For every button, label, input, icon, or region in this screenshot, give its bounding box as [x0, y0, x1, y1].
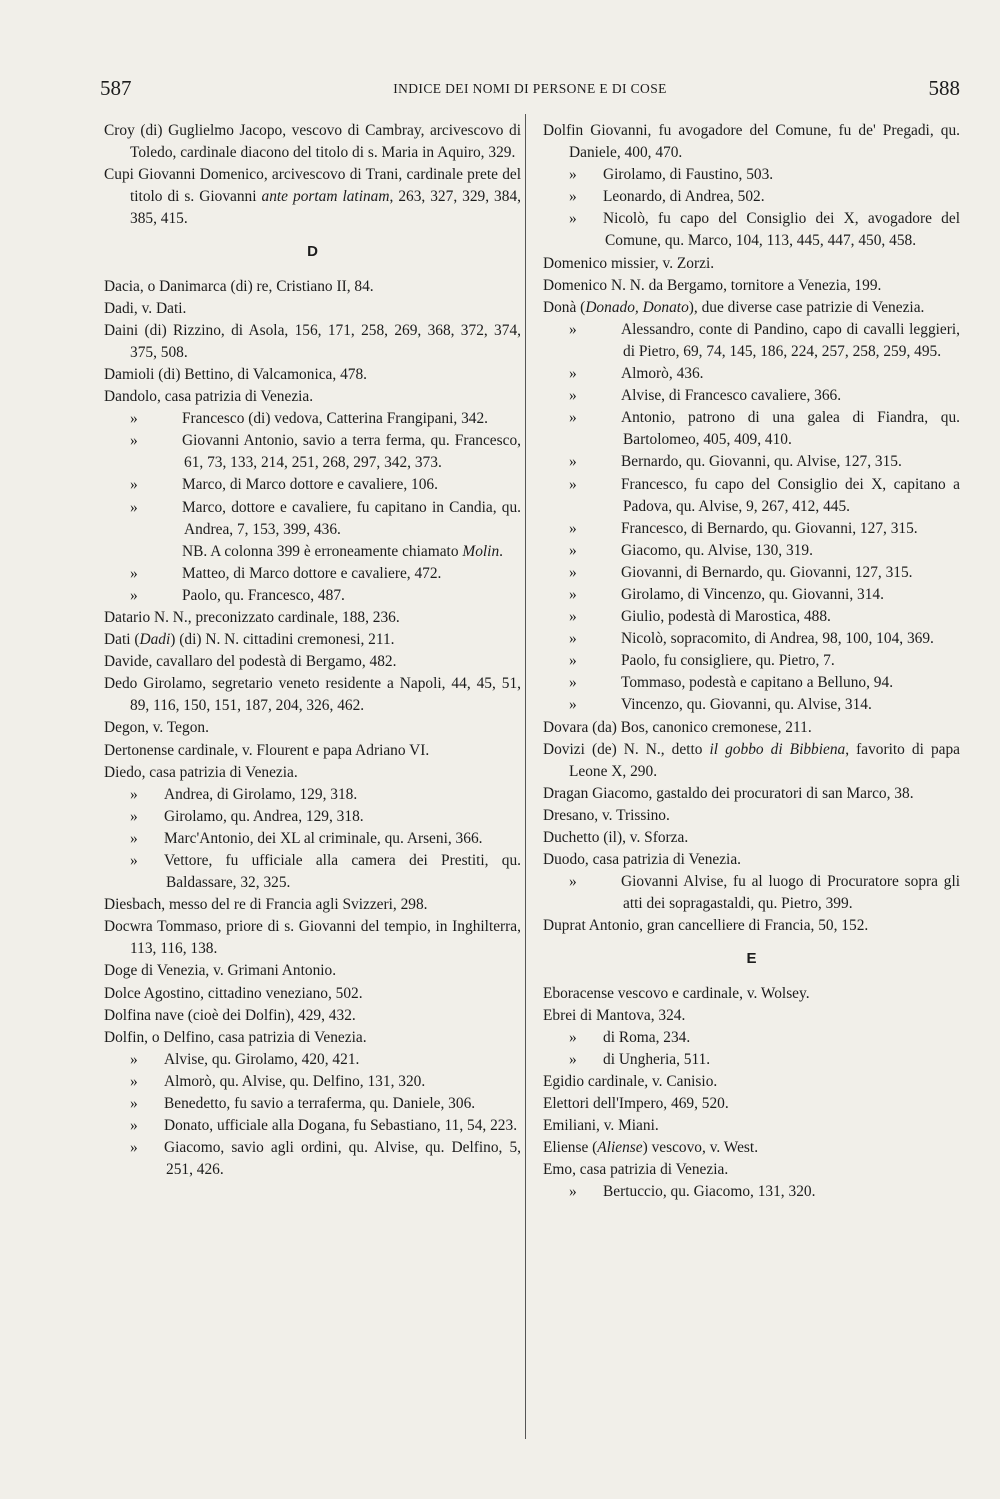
index-subentry — [543, 363, 960, 385]
ditto-mark: » — [569, 630, 577, 648]
entry-text: Domenico missier, v. Zorzi. — [543, 254, 715, 272]
running-title: INDICE DEI NOMI DI PERSONE E DI COSE — [393, 81, 667, 96]
ditto-mark: » — [569, 696, 577, 714]
ditto-mark: » — [130, 852, 138, 869]
index-subentry — [543, 606, 960, 628]
ditto-mark: » — [130, 829, 138, 847]
index-entry — [543, 805, 960, 827]
entry-text: Benedetto, fu savio a terraferma, qu. Daniele, 306. — [164, 1095, 476, 1113]
entry-text-pre: Donà ( — [543, 298, 586, 316]
entry-text: Docwra Tommaso, priore di s. Giovanni del tempio, in Inghilterra, 113, 116, 138. — [104, 918, 521, 958]
index-entry — [104, 916, 521, 960]
index-entry — [543, 297, 960, 319]
page-header — [100, 76, 960, 106]
index-subentry — [104, 850, 521, 894]
entry-text: Giacomo, qu. Alvise, 130, 319. — [621, 541, 813, 559]
entry-text: Emiliani, v. Miani. — [543, 1117, 659, 1135]
entry-text: Diesbach, messo del re di Francia agli Svizzeri, 298. — [104, 896, 428, 914]
index-entry — [543, 1137, 960, 1159]
entry-text: Bertuccio, qu. Giacomo, 131, 320. — [603, 1183, 816, 1201]
index-entry — [543, 915, 960, 937]
index-entry — [543, 253, 960, 275]
ditto-mark: » — [569, 475, 577, 493]
entry-text-italic: Molin — [462, 542, 500, 560]
entry-text: Girolamo, qu. Andrea, 129, 318. — [164, 807, 364, 825]
entry-text: Dandolo, casa patrizia di Venezia. — [104, 388, 314, 406]
index-entry — [543, 1005, 960, 1027]
index-entry — [543, 1115, 960, 1137]
entry-text-pre: Cupi Giovanni Domenico, arcivescovo di Trani, cardinale prete del titolo di s. Giovanni — [104, 166, 521, 206]
entry-text-italic: Aliense — [597, 1139, 643, 1157]
ditto-mark: » — [130, 476, 138, 494]
entry-text: Francesco, fu capo del Consiglio dei X, capitano a Padova, qu. Alvise, 9, 267, 412, 445. — [621, 475, 960, 515]
index-entry — [104, 1005, 521, 1027]
index-subentry — [104, 806, 521, 828]
index-entry — [104, 651, 521, 673]
entry-text: Duchetto (il), v. Sforza. — [543, 829, 689, 846]
entry-text: Vincenzo, qu. Giovanni, qu. Alvise, 314. — [621, 696, 872, 714]
ditto-mark: » — [569, 1050, 577, 1068]
entry-text: Dertonense cardinale, v. Flourent e papa Adriano VI. — [104, 741, 430, 759]
entry-text: Diedo, casa patrizia di Venezia. — [104, 763, 298, 781]
index-entry — [543, 1093, 960, 1115]
index-subentry — [104, 585, 521, 607]
entry-text: Eboracense vescovo e cardinale, v. Wolsey. — [543, 984, 810, 1002]
index-subentry — [104, 1115, 521, 1137]
entry-text: Dacia, o Danimarca (di) re, Cristiano II, 84. — [104, 277, 374, 295]
index-entry — [104, 740, 521, 762]
index-subentry — [543, 1049, 960, 1071]
index-subentry — [543, 584, 960, 606]
entry-text: Duodo, casa patrizia di Venezia. — [543, 851, 742, 869]
entry-text: Marco, dottore e cavaliere, fu capitano in Candia, qu. Andrea, 7, 153, 399, 436. — [182, 498, 521, 538]
ditto-mark: » — [569, 1183, 577, 1201]
entry-text: Leonardo, di Andrea, 502. — [603, 188, 765, 206]
index-entry — [543, 983, 960, 1005]
section-letter: D — [307, 243, 318, 261]
entry-text: Dolfin Giovanni, fu avogadore del Comune, fu de' Pregadi, qu. Daniele, 400, 470. — [543, 122, 960, 162]
entry-text: Donato, ufficiale alla Dogana, fu Sebastiano, 11, 54, 223. — [164, 1117, 518, 1135]
index-subentry — [543, 451, 960, 473]
section-letter: E — [746, 950, 757, 968]
entry-text-post: . — [499, 542, 503, 560]
entry-text: Girolamo, di Faustino, 503. — [603, 166, 774, 184]
entry-text: Almorò, 436. — [621, 365, 704, 383]
index-subentry — [543, 474, 960, 518]
index-subentry — [543, 1181, 960, 1203]
entry-text: di Roma, 234. — [603, 1028, 691, 1046]
entry-text: Alvise, qu. Girolamo, 420, 421. — [164, 1050, 360, 1068]
ditto-mark: » — [130, 1117, 138, 1135]
ditto-mark: » — [569, 608, 577, 626]
entry-text-pre: Dati ( — [104, 631, 140, 649]
entry-text: Giovanni, di Bernardo, qu. Giovanni, 127, 315. — [621, 563, 913, 581]
index-subentry — [543, 1027, 960, 1049]
ditto-mark: » — [130, 1095, 138, 1113]
index-subentry — [543, 208, 960, 252]
entry-text: Alessandro, conte di Pandino, capo di cavalli leggieri, di Pietro, 69, 74, 145, 186, 224, 257, 258, 259, 495. — [621, 320, 960, 360]
index-subentry — [543, 319, 960, 363]
entry-text: Bernardo, qu. Giovanni, qu. Alvise, 127, 315. — [621, 453, 902, 471]
index-entry — [104, 629, 521, 651]
entry-text: Marco, di Marco dottore e cavaliere, 106. — [182, 476, 438, 494]
entry-text: Girolamo, di Vincenzo, qu. Giovanni, 314. — [621, 585, 884, 603]
ditto-mark: » — [130, 498, 138, 516]
index-entry — [104, 894, 521, 916]
entry-text: Giacomo, savio agli ordini, qu. Alvise, qu. Delfino, 5, 251, 426. — [164, 1139, 521, 1179]
index-subentry — [543, 540, 960, 562]
index-entry — [104, 1027, 521, 1049]
index-subentry — [543, 186, 960, 208]
index-entry — [104, 717, 521, 739]
index-subentry — [104, 474, 521, 496]
ditto-mark: » — [569, 652, 577, 670]
entry-text: Emo, casa patrizia di Venezia. — [543, 1161, 729, 1179]
entry-text: Dovara (da) Bos, canonico cremonese, 211. — [543, 718, 812, 736]
index-subentry — [104, 408, 521, 430]
entry-text: Giovanni Antonio, savio a terra ferma, qu. Francesco, 61, 73, 133, 214, 251, 268, 297, 342, 373. — [182, 432, 521, 472]
ditto-mark: » — [569, 563, 577, 581]
entry-text: Duprat Antonio, gran cancelliere di Francia, 50, 152. — [543, 917, 869, 935]
ditto-mark: » — [569, 1028, 577, 1046]
index-entry — [543, 783, 960, 805]
entry-text: Datario N. N., preconizzato cardinale, 188, 236. — [104, 608, 400, 626]
entry-text: Dresano, v. Trissino. — [543, 806, 670, 824]
ditto-mark: » — [569, 166, 577, 184]
right-column — [543, 120, 960, 1204]
entry-text-post: , favorito di papa Leone X, 290. — [569, 740, 961, 780]
entry-text-post: , 263, 327, 329, 384, 385, 415. — [130, 188, 521, 228]
index-entry — [543, 827, 960, 849]
entry-text: Davide, cavallaro del podestà di Bergamo, 482. — [104, 653, 397, 671]
entry-text: Dolce Agostino, cittadino veneziano, 502. — [104, 984, 363, 1002]
entry-text: di Ungheria, 511. — [603, 1050, 711, 1068]
index-subentry — [543, 694, 960, 716]
index-subentry — [543, 518, 960, 540]
entry-text: Dragan Giacomo, gastaldo dei procuratori di san Marco, 38. — [543, 784, 914, 802]
ditto-mark: » — [130, 1072, 138, 1090]
entry-text-italic: Dadi — [139, 631, 171, 649]
entry-text-italic: ante portam latinam — [261, 188, 390, 206]
entry-text: Francesco (di) vedova, Catterina Frangipani, 342. — [182, 410, 489, 428]
index-entry — [104, 364, 521, 386]
index-entry — [543, 120, 960, 164]
index-entry — [543, 275, 960, 297]
index-subentry — [543, 628, 960, 650]
index-entry — [104, 762, 521, 784]
ditto-mark: » — [130, 564, 138, 582]
index-entry — [543, 849, 960, 871]
ditto-mark: » — [569, 188, 577, 206]
entry-text: Egidio cardinale, v. Canisio. — [543, 1072, 718, 1090]
entry-text: Paolo, fu consigliere, qu. Pietro, 7. — [621, 652, 835, 670]
index-subentry — [104, 828, 521, 850]
index-entry — [104, 276, 521, 298]
entry-text: Francesco, di Bernardo, qu. Giovanni, 127, 315. — [621, 519, 918, 537]
index-subentry — [104, 1137, 521, 1181]
entry-text: Dolfin, o Delfino, casa patrizia di Venezia. — [104, 1028, 367, 1046]
entry-text: Alvise, di Francesco cavaliere, 366. — [621, 387, 842, 405]
ditto-mark: » — [130, 1139, 138, 1157]
column-divider — [525, 114, 526, 1439]
index-entry — [104, 673, 521, 717]
entry-text: Dedo Girolamo, segretario veneto residente a Napoli, 44, 45, 51, 89, 116, 150, 151, 187, 204, 326, 462. — [104, 675, 521, 715]
entry-text: Damioli (di) Bettino, di Valcamonica, 478. — [104, 365, 368, 383]
ditto-mark: » — [569, 320, 577, 338]
entry-text: Giovanni Alvise, fu al luogo di Procuratore sopra gli atti dei sopragastaldi, qu. Pietro, 399. — [621, 873, 960, 913]
ditto-mark: » — [130, 432, 138, 450]
entry-text: Giulio, podestà di Marostica, 488. — [621, 608, 831, 626]
entry-text: Matteo, di Marco dottore e cavaliere, 472. — [182, 564, 442, 582]
entry-text-post: ), due diverse case patrizie di Venezia. — [688, 298, 925, 316]
index-entry — [104, 164, 521, 230]
entry-text-italic: Donado, Donato — [585, 298, 689, 316]
ditto-mark: » — [569, 873, 577, 891]
index-subentry — [543, 871, 960, 915]
entry-text: Marc'Antonio, dei XL al criminale, qu. Arseni, 366. — [164, 829, 483, 847]
entry-text: Dadi, v. Dati. — [104, 299, 187, 317]
entry-text: Nicolò, fu capo del Consiglio dei X, avogadore del Comune, qu. Marco, 104, 113, 445, 447, 450, 458. — [603, 210, 960, 250]
index-subentry — [104, 1071, 521, 1093]
index-entry — [104, 983, 521, 1005]
index-subentry — [104, 541, 521, 563]
index-subentry — [543, 650, 960, 672]
entry-text: Doge di Venezia, v. Grimani Antonio. — [104, 962, 337, 980]
index-entry — [543, 739, 960, 783]
index-subentry — [104, 1093, 521, 1115]
ditto-mark: » — [569, 210, 577, 228]
index-subentry — [543, 562, 960, 584]
index-entry — [104, 320, 521, 364]
entry-text: Antonio, patrono di una galea di Fiandra, qu. Bartolomeo, 405, 409, 410. — [621, 409, 960, 449]
entry-text: Andrea, di Girolamo, 129, 318. — [164, 785, 358, 803]
entry-text: Paolo, qu. Francesco, 487. — [182, 586, 345, 604]
entry-text-pre: Dovizi (de) N. N., detto — [543, 740, 710, 758]
entry-text-post: ) (di) N. N. cittadini cremonesi, 211. — [170, 631, 395, 649]
entry-text: Domenico N. N. da Bergamo, tornitore a Venezia, 199. — [543, 276, 882, 294]
entry-text: Degon, v. Tegon. — [104, 719, 209, 737]
index-entry — [104, 960, 521, 982]
ditto-mark: » — [130, 1050, 138, 1068]
ditto-mark: » — [569, 541, 577, 559]
index-subentry — [104, 784, 521, 806]
entry-text: Ebrei di Mantova, 324. — [543, 1006, 686, 1024]
index-subentry — [543, 672, 960, 694]
ditto-mark: » — [569, 387, 577, 405]
entry-text-pre: Eliense ( — [543, 1139, 598, 1157]
entry-text: Nicolò, sopracomito, di Andrea, 98, 100, 104, 369. — [621, 630, 934, 648]
index-entry — [104, 386, 521, 408]
ditto-mark: » — [569, 365, 577, 383]
entry-text-pre: NB. A colonna 399 è erroneamente chiamato — [182, 542, 463, 560]
page-number-right: 588 — [928, 76, 960, 100]
ditto-mark: » — [569, 409, 577, 427]
entry-text: Daini (di) Rizzino, di Asola, 156, 171, 258, 269, 368, 372, 374, 375, 508. — [104, 321, 521, 361]
index-subentry — [104, 430, 521, 474]
ditto-mark: » — [130, 807, 138, 825]
ditto-mark: » — [569, 674, 577, 692]
ditto-mark: » — [569, 453, 577, 471]
index-entry — [543, 1159, 960, 1181]
ditto-mark: » — [130, 785, 138, 803]
index-subentry — [543, 385, 960, 407]
ditto-mark: » — [130, 586, 138, 604]
index-entry — [543, 717, 960, 739]
entry-text: Tommaso, podestà e capitano a Belluno, 94. — [621, 674, 894, 692]
index-subentry — [543, 164, 960, 186]
entry-text: Croy (di) Guglielmo Jacopo, vescovo di Cambray, arcivescovo di Toledo, cardinale diacono del titolo di s. Maria in Aquiro, 329. — [104, 122, 521, 162]
index-subentry — [104, 1049, 521, 1071]
index-entry — [104, 120, 521, 164]
left-column — [104, 120, 521, 1181]
index-entry — [543, 1071, 960, 1093]
ditto-mark: » — [569, 585, 577, 603]
index-entry — [104, 298, 521, 320]
page-number-left: 587 — [100, 76, 132, 100]
entry-text: Elettori dell'Impero, 469, 520. — [543, 1095, 729, 1113]
entry-text: Almorò, qu. Alvise, qu. Delfino, 131, 320. — [164, 1072, 426, 1090]
entry-text: Vettore, fu ufficiale alla camera dei Prestiti, qu. Baldassare, 32, 325. — [164, 852, 521, 892]
ditto-mark: » — [130, 410, 138, 428]
ditto-mark: » — [569, 519, 577, 537]
index-entry — [104, 607, 521, 629]
entry-text: Dolfina nave (cioè dei Dolfin), 429, 432. — [104, 1006, 356, 1024]
entry-text-post: ) vescovo, v. West. — [642, 1139, 759, 1157]
index-subentry — [104, 563, 521, 585]
index-subentry — [104, 497, 521, 541]
entry-text-italic: il gobbo di Bibbiena — [709, 740, 846, 758]
index-subentry — [543, 407, 960, 451]
